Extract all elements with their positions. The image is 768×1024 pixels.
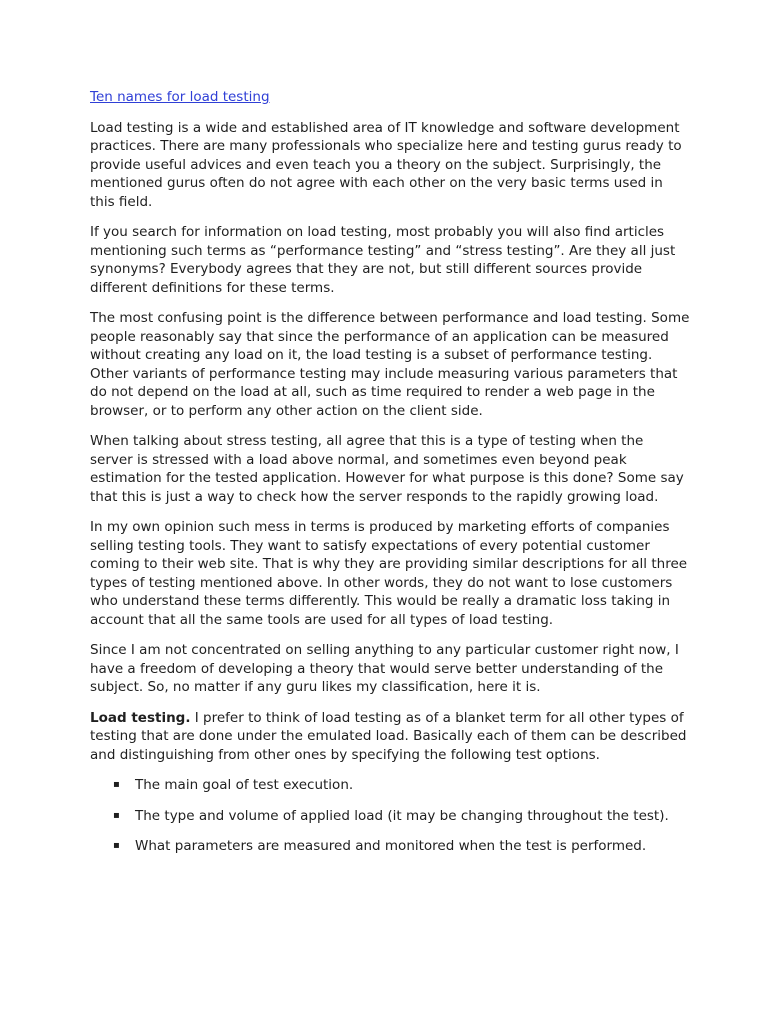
test-options-list (90, 776, 690, 856)
paragraph-intro: Load testing is a wide and established area of IT knowledge and software development practices. There are many professionals who specialize here and testing gurus ready to provide useful advices and even teach you a theory on the subject. Surprisingly, the mentioned gurus often do not agree with each other on the very basic terms used in this field. (90, 119, 682, 210)
paragraph-classification: Since I am not concentrated on selling anything to any particular customer right now, I have a freedom of developing a theory that would serve better understanding of the subject. So, no matter if any guru likes my classification, here it is. (90, 642, 679, 695)
definition-term: Load testing. (90, 709, 191, 726)
bullet-icon: ▪ (113, 840, 120, 851)
list-item-text: The main goal of test execution. (135, 777, 354, 793)
paragraph-search: If you search for information on load testing, most probably you will also find articles mentioning such terms as “performance testing” and “stress testing”. Are they all just synonyms? Everybody agrees that they are not, but still different sources provide different definitions for these terms. (90, 224, 676, 296)
list-item (90, 776, 690, 795)
document-body (90, 88, 690, 868)
bullet-icon: ▪ (113, 809, 120, 821)
list-item (90, 807, 690, 826)
paragraph-marketing: In my own opinion such mess in terms is produced by marketing efforts of companies selling testing tools. They want to satisfy expectations of every potential customer coming to their web site. That is why they are providing similar descriptions for all three types of testing mentioned above. In other words, they do not want to lose customers who understand these terms differently. This would be really a dramatic loss taking in account that all the same tools are used for all types of load testing. (90, 519, 688, 628)
bullet-icon: ▪ (113, 779, 120, 790)
paragraph-load-testing-definition (90, 709, 690, 765)
definition-text: I prefer to think of load testing as of a blanket term for all other types of testing that are done under the emulated load. Basically each of them can be described and distinguishing from other ones by specifying the following test options. (90, 709, 687, 763)
list-item (90, 837, 690, 856)
paragraph-stress: When talking about stress testing, all agree that this is a type of testing when the server is stressed with a load above normal, and sometimes even beyond peak estimation for the tested application. However for what purpose is this done? Some say that this is just a way to check how the server responds to the rapidly growing load. (90, 433, 684, 505)
list-item-text: The type and volume of applied load (it may be changing throughout the test). (135, 807, 669, 824)
title-link[interactable]: Ten names for load testing (90, 89, 270, 105)
list-item-text: What parameters are measured and monitored when the test is performed. (135, 838, 647, 854)
paragraph-performance: The most confusing point is the difference between performance and load testing. Some people reasonably say that since the performance of an application can be measured without creating any load on it, the load testing is a subset of performance testing. Other variants of performance testing may include measuring various parameters that do not depend on the load at all, such as time required to render a web page in the browser, or to perform any other action on the client side. (90, 310, 690, 419)
